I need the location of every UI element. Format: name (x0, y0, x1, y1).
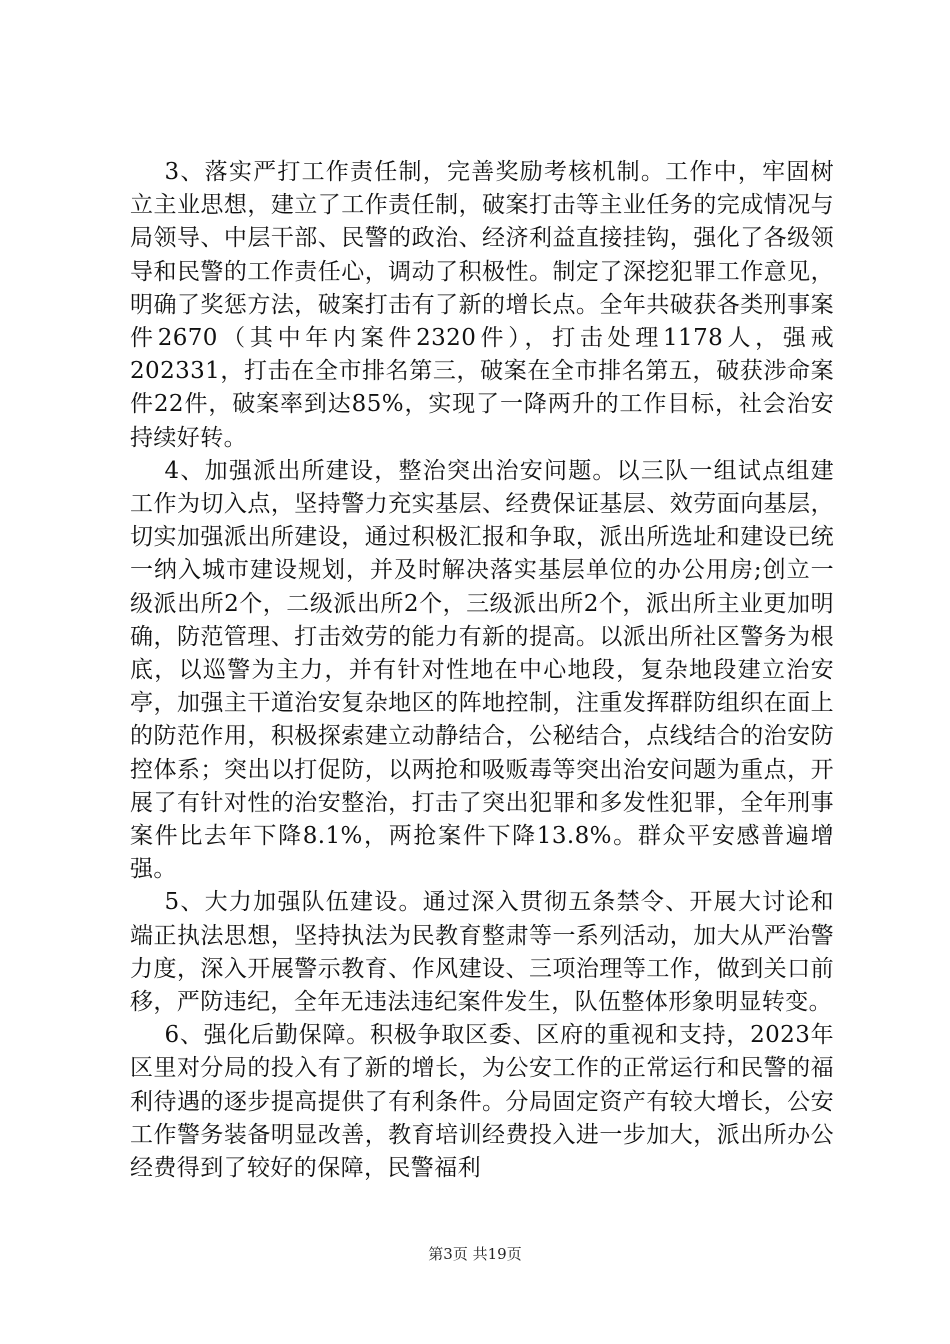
document-body (130, 156, 834, 1185)
paragraph-6-logistics-support: 6、强化后勤保障。积极争取区委、区府的重视和支持，2023年区里对分局的投入有了新的增长，为公安工作的正常运行和民警的福利待遇的逐步提高提供了有利条件。分局固定资产有较大增长，公安工作警务装备明显改善，教育培训经费投入进一步加大，派出所办公经费得到了较好的保障，民警福利 (130, 1022, 834, 1182)
paragraph-3-strike-responsibility: 3、落实严打工作责任制，完善奖励考核机制。工作中，牢固树立主业思想，建立了工作责任制，破案打击等主业任务的完成情况与局领导、中层干部、民警的政治、经济利益直接挂钩，强化了各级领导和民警的工作责任心，调动了积极性。制定了深挖犯罪工作意见，明确了奖惩方法，破案打击有了新的增长点。全年共破获各类刑事案件2670（其中年内案件2320件），打击处理1178人，强戒202331，打击在全市排名第三，破案在全市排名第五，破获涉命案件22件，破案率到达85%，实现了一降两升的工作目标，社会治安持续好转。 (130, 159, 834, 451)
paragraph-4-police-station-building: 4、加强派出所建设，整治突出治安问题。以三队一组试点组建工作为切入点，坚持警力充实基层、经费保证基层、效劳面向基层，切实加强派出所建设，通过积极汇报和争取，派出所选址和建设已统一纳入城市建设规划，并及时解决落实基层单位的办公用房;创立一级派出所2个，二级派出所2个，三级派出所2个，派出所主业更加明确，防范管理、打击效劳的能力有新的提高。以派出所社区警务为根底，以巡警为主力，并有针对性地在中心地段，复杂地段建立治安亭，加强主干道治安复杂地区的阵地控制，注重发挥群防组织在面上的防范作用，积极探索建立动静结合，公秘结合，点线结合的治安防控体系；突出以打促防，以两抢和吸贩毒等突出治安问题为重点，开展了有针对性的治安整治，打击了突出犯罪和多发性犯罪，全年刑事案件比去年下降8.1%，两抢案件下降13.8%。群众平安感普遍增强。 (130, 457, 834, 883)
paragraph-5-team-building: 5、大力加强队伍建设。通过深入贯彻五条禁令、开展大讨论和端正执法思想，坚持执法为民教育整肃等一系列活动，加大从严治警力度，深入开展警示教育、作风建设、三项治理等工作，做到关口前移，严防违纪，全年无违法违纪案件发生，队伍整体形象明显转变。 (130, 889, 834, 1016)
page-number-footer: 第3页 共19页 (428, 1245, 522, 1263)
